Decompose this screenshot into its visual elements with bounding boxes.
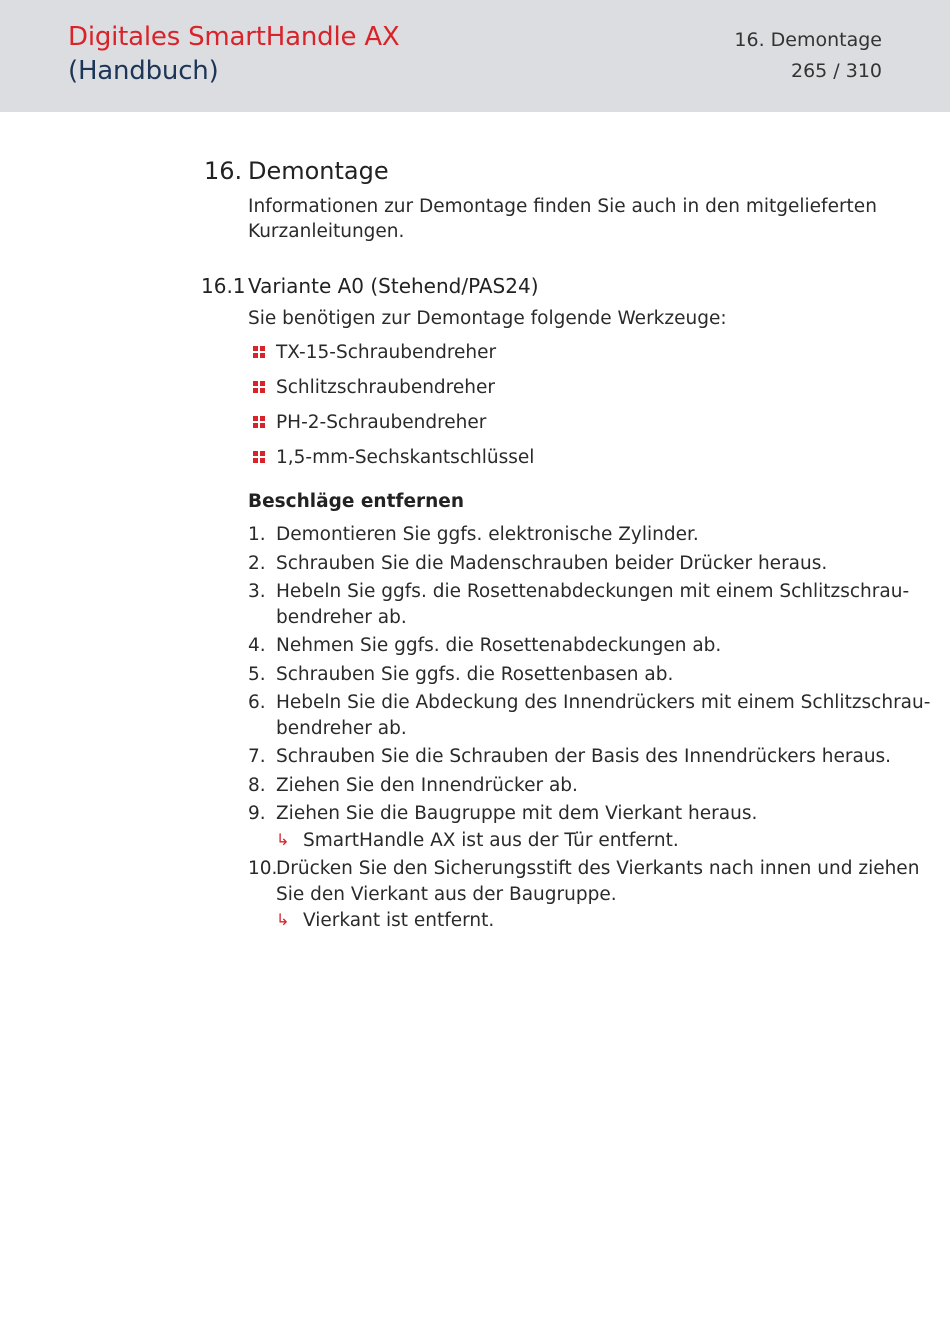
- step-number: 9.: [248, 803, 266, 824]
- step-text: Drücken Sie den Sicherungsstift des Vierkants nach innen und ziehen: [276, 858, 920, 879]
- step-text-cont: bendreher ab.: [276, 718, 407, 739]
- step-number: 6.: [248, 692, 266, 713]
- result-arrow-icon: ↳: [276, 910, 290, 929]
- document-title: Digitales SmartHandle AX: [68, 22, 400, 52]
- step-number: 3.: [248, 581, 266, 602]
- tools-intro: Sie benötigen zur Demontage folgende Werkzeuge:: [248, 308, 727, 329]
- step-number: 10.: [248, 858, 278, 879]
- section-intro: Informationen zur Demontage finden Sie auch in den mitgelieferten: [248, 196, 877, 217]
- step-number: 1.: [248, 524, 266, 545]
- step-number: 7.: [248, 746, 266, 767]
- step-number: 2.: [248, 553, 266, 574]
- step-text-cont: bendreher ab.: [276, 607, 407, 628]
- section-number: 16.: [204, 157, 243, 185]
- bullet-icon: [253, 346, 265, 358]
- step-text: Hebeln Sie die Abdeckung des Innendrückers mit einem Schlitzschrau-: [276, 692, 931, 713]
- section-intro-cont: Kurzanleitungen.: [248, 221, 405, 242]
- bullet-icon: [253, 451, 265, 463]
- step-number: 4.: [248, 635, 266, 656]
- step-text: Hebeln Sie ggfs. die Rosettenabdeckungen mit einem Schlitzschrau-: [276, 581, 910, 602]
- step-text: Schrauben Sie ggfs. die Rosettenbasen ab.: [276, 664, 674, 685]
- page-number: 265 / 310: [790, 60, 882, 82]
- bullet-icon: [253, 416, 265, 428]
- procedure-heading: Beschläge entfernen: [248, 491, 465, 512]
- step-text: Schrauben Sie die Madenschrauben beider Drücker heraus.: [276, 553, 828, 574]
- list-item: Schlitzschraubendreher: [276, 377, 495, 398]
- step-text: Demontieren Sie ggfs. elektronische Zylinder.: [276, 524, 699, 545]
- subsection-title: Variante A0 (Stehend/PAS24): [248, 274, 539, 298]
- bullet-icon: [253, 381, 265, 393]
- section-title: Demontage: [248, 157, 389, 185]
- step-text: Ziehen Sie die Baugruppe mit dem Vierkant heraus.: [276, 803, 758, 824]
- step-result: Vierkant ist entfernt.: [303, 910, 495, 931]
- document-subtitle: (Handbuch): [68, 56, 219, 86]
- step-result: SmartHandle AX ist aus der Tür entfernt.: [303, 830, 679, 851]
- step-text: Schrauben Sie die Schrauben der Basis des Innendrückers heraus.: [276, 746, 892, 767]
- list-item: PH-2-Schraubendreher: [276, 412, 487, 433]
- step-number: 8.: [248, 775, 266, 796]
- step-number: 5.: [248, 664, 266, 685]
- step-text: Ziehen Sie den Innendrücker ab.: [276, 775, 578, 796]
- result-arrow-icon: ↳: [276, 830, 290, 849]
- list-item: TX-15-Schraubendreher: [276, 342, 497, 363]
- subsection-number: 16.1: [201, 274, 246, 298]
- step-text-cont: Sie den Vierkant aus der Baugruppe.: [276, 884, 617, 905]
- header-chapter: 16. Demontage: [734, 29, 882, 51]
- list-item: 1,5-mm-Sechskantschlüssel: [276, 447, 535, 468]
- step-text: Nehmen Sie ggfs. die Rosettenabdeckungen ab.: [276, 635, 722, 656]
- page-header: [0, 0, 950, 112]
